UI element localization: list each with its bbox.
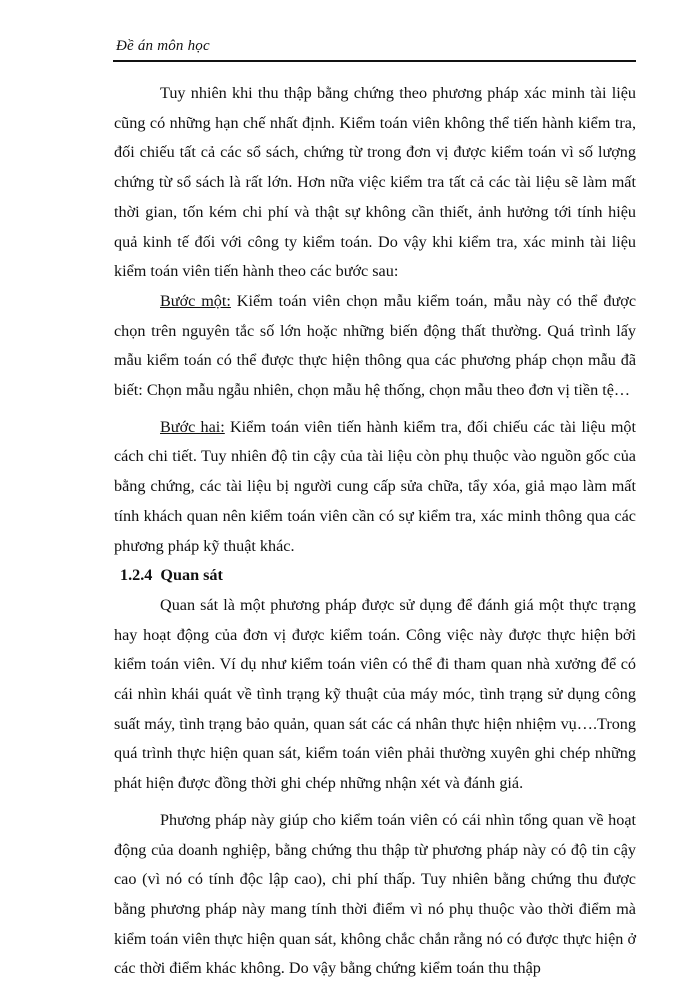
running-header: Đề án môn học bbox=[116, 38, 210, 54]
paragraph-observation: Quan sát là một phương pháp được sử dụng để đánh giá một thực trạng hay hoạt động của đơn vị được kiểm toán. Công việc này được thực hiện bởi kiểm toán viên. Ví dụ như kiểm toán viên có thể đi tham quan nhà xưởng để có cái nhìn khái quát về tình trạng kỹ thuật của máy móc, tình trạng sử dụng công suất máy, tình trạng bảo quản, quan sát các cá nhân thực hiện nhiệm vụ….Trong quá trình thực hiện quan sát, kiểm toán viên phải thường xuyên ghi chép những phát hiện được đồng thời ghi chép những nhận xét và đánh giá. bbox=[114, 595, 636, 793]
header-rule bbox=[113, 60, 636, 62]
paragraph-limitations: Tuy nhiên khi thu thập bằng chứng theo phương pháp xác minh tài liệu cũng có những hạn chế nhất định. Kiểm toán viên không thể tiến hành kiểm tra, đối chiếu tất cả các sổ sách, chứng từ trong đơn vị được kiểm toán vì số lượng chứng từ sổ sách là rất lớn. Hơn nữa việc kiểm tra tất cả các tài liệu sẽ làm mất thời gian, tốn kém chi phí và thật sự không cần thiết, ảnh hưởng tới tính hiệu quả kinh tế đối với công ty kiểm toán. Do vậy khi kiểm tra, xác minh tài liệu kiểm toán viên tiến hành theo các bước sau: bbox=[114, 84, 636, 281]
body-text bbox=[114, 79, 636, 984]
step-one-label: Bước một: bbox=[160, 291, 231, 310]
step-one-text: Kiểm toán viên chọn mẫu kiểm toán, mẫu này có thể được chọn trên nguyên tắc số lớn hoặc những biến động thất thường. Quá trình lấy mẫu kiểm toán có thể được thực hiện thông qua các phương pháp chọn mẫu đã biết: Chọn mẫu ngẫu nhiên, chọn mẫu hệ thống, chọn mẫu theo đơn vị tiền tệ… bbox=[114, 291, 636, 400]
section-heading bbox=[114, 561, 636, 591]
step-two-label: Bước hai: bbox=[160, 417, 225, 436]
section-title: Quan sát bbox=[160, 566, 223, 585]
paragraph-step-two bbox=[114, 413, 636, 562]
paragraph-step-one bbox=[114, 287, 636, 406]
step-two-text: Kiểm toán viên tiến hành kiểm tra, đối chiếu các tài liệu một cách chi tiết. Tuy nhiên độ tin cậy của tài liệu còn phụ thuộc vào nguồn gốc của bằng chứng, các tài liệu bị người cung cấp sửa chữa, tẩy xóa, giả mạo làm mất tính khách quan nên kiểm toán viên cần có sự kiểm tra, xác minh thông qua các phương pháp kỹ thuật khác. bbox=[114, 417, 637, 555]
paragraph-method-evaluation: Phương pháp này giúp cho kiểm toán viên có cái nhìn tổng quan về hoạt động của doanh nghiệp, bằng chứng thu thập từ phương pháp này có độ tin cậy cao (vì nó có tính độc lập cao), chi phí thấp. Tuy nhiên bằng chứng thu được bằng phương pháp này mang tính thời điểm vì nó phụ thuộc vào thời điểm mà kiểm toán viên thực hiện quan sát, không chắc chắn rằng nó có được thực hiện ở các thời điểm khác không. Do vậy bằng chứng kiểm toán thu thập bbox=[114, 810, 636, 978]
section-number: 1.2.4 bbox=[120, 566, 153, 585]
